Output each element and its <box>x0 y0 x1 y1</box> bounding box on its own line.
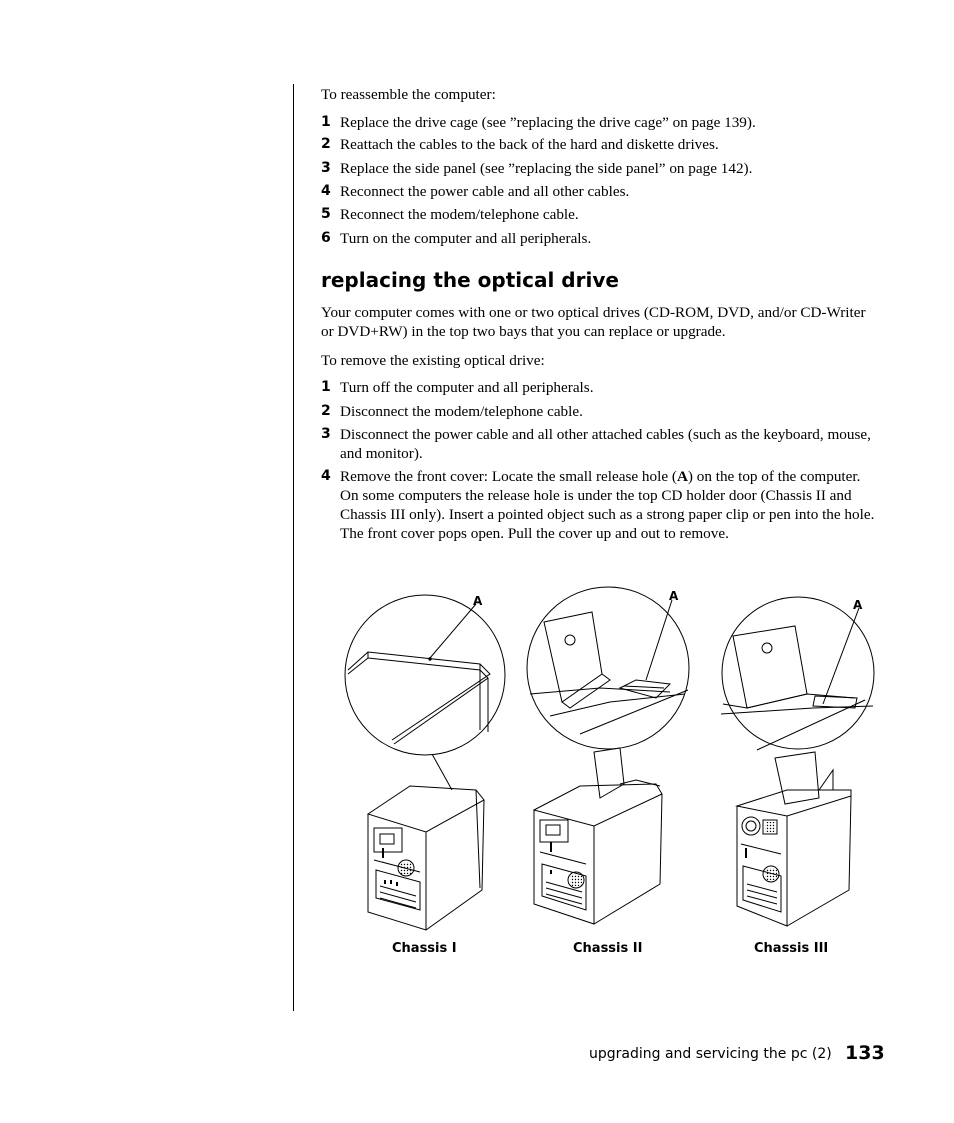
section-heading: replacing the optical drive <box>321 268 619 292</box>
step-text: Turn off the computer and all peripherals. <box>340 379 594 396</box>
step-text: Reattach the cables to the back of the hard and diskette drives. <box>340 136 719 153</box>
chassis-3-illustration <box>715 590 880 935</box>
remove-step-1 <box>321 378 876 397</box>
reassemble-step-6 <box>321 229 876 248</box>
reassemble-step-5 <box>321 205 876 224</box>
step-text-start: Remove the front cover: Locate the small release hole ( <box>340 468 677 485</box>
step-text-end: ) on the top of the computer. On some computers the release hole is under the top CD holder door (Chassis II and Chassis III only). Insert a pointed object such as a strong paper clip or pen into the hole. The front cover pops open. Pull the cover up and out to remove. <box>340 468 875 542</box>
remove-step-4 <box>321 467 876 543</box>
step-text: Reconnect the power cable and all other cables. <box>340 183 630 200</box>
step-text: Replace the side panel (see ”replacing the side panel” on page 142). <box>340 160 753 177</box>
step-number: 1 <box>321 379 331 395</box>
caption-chassis-2: Chassis II <box>573 941 643 956</box>
step-text: Reconnect the modem/telephone cable. <box>340 206 579 223</box>
remove-step-2 <box>321 402 876 421</box>
step-number: 2 <box>321 403 331 419</box>
callout-label-chassis-2: A <box>669 589 679 603</box>
footer-text: upgrading and servicing the pc (2) <box>589 1046 832 1062</box>
caption-chassis-1: Chassis I <box>392 941 457 956</box>
step-text: Turn on the computer and all peripherals. <box>340 230 592 247</box>
caption-chassis-3: Chassis III <box>754 941 829 956</box>
step-text: Disconnect the modem/telephone cable. <box>340 403 583 420</box>
remove-step-3 <box>321 425 876 463</box>
reassemble-intro: To reassemble the computer: <box>321 86 496 103</box>
step-number: 6 <box>321 230 331 246</box>
remove-intro: To remove the existing optical drive: <box>321 352 545 369</box>
reassemble-step-3 <box>321 159 876 178</box>
reassemble-step-4 <box>321 182 876 201</box>
callout-label-chassis-1: A <box>473 594 483 608</box>
margin-rule <box>293 84 294 1011</box>
chassis-1-illustration <box>340 590 515 935</box>
chassis-2-illustration <box>520 584 695 934</box>
reassemble-step-2 <box>321 135 876 154</box>
step-text <box>340 467 876 543</box>
section-paragraph: Your computer comes with one or two optical drives (CD-ROM, DVD, and/or CD-Writer or DVD+RW) in the top two bays that you can replace or upgrade. <box>321 304 866 340</box>
step-number: 1 <box>321 114 331 130</box>
step-number: 3 <box>321 426 331 442</box>
step-number: 4 <box>321 468 331 484</box>
step-number: 3 <box>321 160 331 176</box>
callout-label-chassis-3: A <box>853 598 863 612</box>
step-number: 2 <box>321 136 331 152</box>
step-text: Replace the drive cage (see ”replacing the drive cage” on page 139). <box>340 114 756 131</box>
page-number: 133 <box>845 1042 885 1064</box>
release-hole-label: A <box>676 468 688 485</box>
reassemble-step-1 <box>321 113 876 132</box>
step-number: 5 <box>321 206 331 222</box>
step-text: Disconnect the power cable and all other attached cables (such as the keyboard, mouse, and monitor). <box>340 426 871 462</box>
step-number: 4 <box>321 183 331 199</box>
